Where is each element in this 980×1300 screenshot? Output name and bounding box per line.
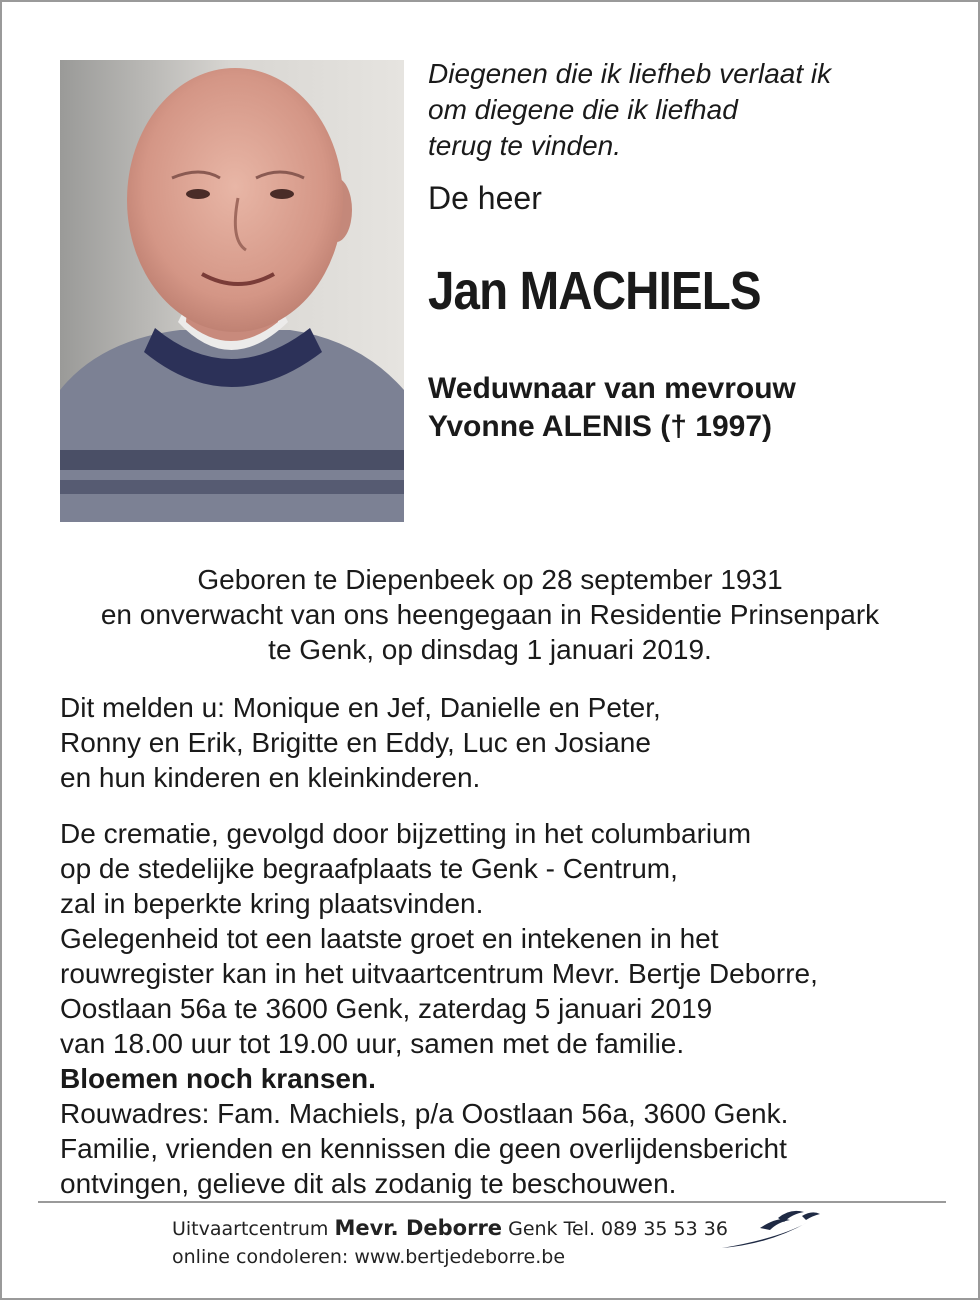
details-line: op de stedelijke begraafplaats te Genk - Centrum, bbox=[60, 853, 678, 884]
details-line: rouwregister kan in het uitvaartcentrum Mevr. Bertje Deborre, bbox=[60, 958, 818, 989]
announcers-line: Dit melden u: Monique en Jef, Danielle en Peter, bbox=[60, 692, 661, 723]
birth-line: te Genk, op dinsdag 1 januari 2019. bbox=[268, 634, 712, 665]
details-line: Gelegenheid tot een laatste groet en intekenen in het bbox=[60, 923, 719, 954]
company-phone: Tel. 089 35 53 36 bbox=[563, 1218, 728, 1240]
company-city: Genk bbox=[508, 1218, 558, 1240]
details-line: Oostlaan 56a te 3600 Genk, zaterdag 5 januari 2019 bbox=[60, 993, 713, 1024]
announcers-paragraph bbox=[60, 690, 661, 795]
details-paragraph bbox=[60, 816, 818, 1201]
widow-note bbox=[428, 370, 796, 446]
details-line: zal in beperkte kring plaatsvinden. bbox=[60, 888, 484, 919]
flowers-note: Bloemen noch kransen. bbox=[60, 1063, 376, 1094]
epigraph-quote bbox=[428, 56, 948, 164]
online-condolence-link[interactable]: online condoleren: www.bertjedeborre.be bbox=[172, 1246, 566, 1268]
details-line: van 18.00 uur tot 19.00 uur, samen met de familie. bbox=[60, 1028, 685, 1059]
birth-death-statement bbox=[2, 562, 978, 667]
widow-line: Yvonne ALENIS († 1997) bbox=[428, 410, 773, 443]
birds-logo-icon bbox=[720, 1208, 824, 1257]
portrait-photo bbox=[60, 60, 404, 522]
quote-line: Diegenen die ik liefheb verlaat ik bbox=[428, 58, 832, 89]
details-line: De crematie, gevolgd door bijzetting in het columbarium bbox=[60, 818, 752, 849]
company-prefix: Uitvaartcentrum bbox=[172, 1218, 329, 1240]
widow-line: Weduwnaar van mevrouw bbox=[428, 372, 796, 405]
deceased-name: Jan MACHIELS bbox=[428, 261, 761, 321]
birth-line: Geboren te Diepenbeek op 28 september 1931 bbox=[197, 564, 783, 595]
birth-line: en onverwacht van ons heengegaan in Residentie Prinsenpark bbox=[100, 599, 880, 630]
closing-line: Rouwadres: Fam. Machiels, p/a Oostlaan 56a, 3600 Genk. bbox=[60, 1098, 789, 1129]
salutation: De heer bbox=[428, 180, 542, 216]
announcers-line: Ronny en Erik, Brigitte en Eddy, Luc en Josiane bbox=[60, 727, 651, 758]
closing-line: Familie, vrienden en kennissen die geen overlijdensbericht bbox=[60, 1133, 787, 1164]
company-name: Mevr. Deborre bbox=[334, 1216, 503, 1240]
closing-line: ontvingen, gelieve dit als zodanig te beschouwen. bbox=[60, 1168, 677, 1199]
quote-line: om diegene die ik liefhad bbox=[428, 94, 738, 125]
footer-divider bbox=[38, 1201, 946, 1203]
announcers-line: en hun kinderen en kleinkinderen. bbox=[60, 762, 481, 793]
quote-line: terug te vinden. bbox=[428, 130, 622, 161]
funeral-home-footer bbox=[172, 1216, 728, 1268]
